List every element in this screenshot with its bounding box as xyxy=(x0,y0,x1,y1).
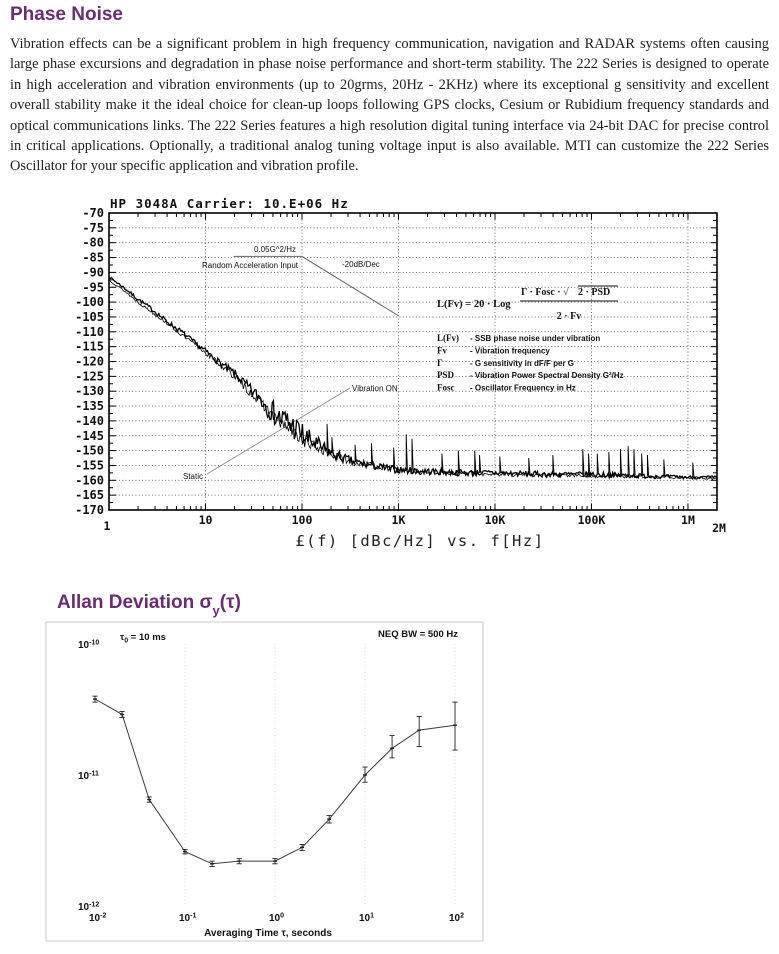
svg-text:-165: -165 xyxy=(75,488,104,503)
allan-heading-subscript: y xyxy=(212,602,220,618)
svg-text:- SSB phase noise under vibrat: - SSB phase noise under vibration xyxy=(470,334,601,343)
allan-chart-border xyxy=(46,622,483,941)
svg-text:2 · Fv: 2 · Fv xyxy=(556,311,582,322)
annotation-leader-line xyxy=(207,388,350,474)
svg-text:-95: -95 xyxy=(82,280,104,295)
svg-text:10-1: $10^{-1}$ xyxy=(179,912,197,924)
phase-noise-title: HP 3048A Carrier: 10.E+06 Hz xyxy=(110,196,349,211)
svg-text:10-10: $10^{-10}$ xyxy=(78,639,100,651)
svg-text:L(Fv): L(Fv) xyxy=(437,333,459,343)
phase-noise-y-labels xyxy=(75,206,104,517)
svg-text:-80: -80 xyxy=(82,235,104,250)
svg-text:Γ · Fosc · √: Γ · Fosc · √ xyxy=(521,287,569,298)
svg-text:- Vibration Power Spectral Den: - Vibration Power Spectral Density G²/Hz xyxy=(470,371,624,381)
phase-noise-body-paragraph: Vibration effects can be a significant problem in high frequency communication, navigation and RADAR systems often causing large phase excursions and degradation in phase noise performance and short-term stability. The 222 Series is designed to operate in high acceleration and vibration environments (up to 20grms, 20Hz - 2KHz) where its exceptional g sensitivity and excellent overall stability make it the ideal choice for clean-up loops following GPS clocks, Cesium or Rubidium frequency standards and optical communications links. The 222 Series features a high resolution digital tuning interface via 24-bit DAC for precise control in critical applications. Optionally, a traditional analog tuning voltage input is also available. MTI can customize the 222 Series Oscillator for your specific application and vibration profile. xyxy=(10,36,769,175)
svg-text:-20dB/Dec: -20dB/Dec xyxy=(342,260,380,269)
allan-deviation-chart xyxy=(46,622,483,941)
svg-text:1K: 1K xyxy=(391,513,406,527)
phase-noise-axis-caption: £(f) [dBc/Hz] vs. f[Hz] xyxy=(295,532,545,550)
svg-text:-75: -75 xyxy=(82,220,104,235)
allan-heading-tail: (τ) xyxy=(219,592,241,613)
svg-text:10-2: $10^{-2}$ xyxy=(89,912,107,924)
svg-text:-85: -85 xyxy=(82,250,104,265)
svg-text:102: $10^2$ xyxy=(449,912,465,924)
allan-x-axis-label: Averaging Time τ, seconds xyxy=(204,928,332,939)
svg-text:100K: 100K xyxy=(577,513,606,527)
svg-text:-100: -100 xyxy=(75,295,104,310)
svg-text:-115: -115 xyxy=(75,339,104,354)
trace-vibration-on xyxy=(109,278,717,479)
svg-text:100: $10^0$ xyxy=(269,912,285,924)
svg-text:Random Acceleration Input: Random Acceleration Input xyxy=(201,261,299,270)
svg-text:-110: -110 xyxy=(75,324,104,339)
svg-text:1: 1 xyxy=(103,519,111,533)
svg-text:-120: -120 xyxy=(75,354,104,369)
trace-static xyxy=(109,280,717,480)
phase-noise-heading: Phase Noise xyxy=(10,4,123,25)
svg-text:10-12: $10^{-12}$ xyxy=(78,901,100,913)
svg-text:-140: -140 xyxy=(75,413,104,428)
svg-text:-70: -70 xyxy=(82,206,104,220)
svg-text:L(Fv) = 20 · Log: L(Fv) = 20 · Log xyxy=(437,299,511,310)
svg-text:-145: -145 xyxy=(75,428,104,443)
svg-text:τ0 = 10 ms: $\tau_0 = 10$ ms xyxy=(120,632,166,645)
svg-text:2 · PSD: 2 · PSD xyxy=(578,287,611,298)
formula-definitions xyxy=(437,333,624,393)
svg-text:-125: -125 xyxy=(75,369,104,384)
allan-heading-main: Allan Deviation σ xyxy=(57,592,213,613)
svg-text:100: 100 xyxy=(291,513,313,527)
svg-text:Fv: Fv xyxy=(437,345,447,356)
svg-text:-105: -105 xyxy=(75,309,104,324)
phase-noise-chart xyxy=(75,196,726,550)
svg-text:Fosc: Fosc xyxy=(437,382,455,393)
neq-bw-label: NEQ BW = 500 Hz xyxy=(378,629,458,640)
svg-text:Static: Static xyxy=(183,472,204,481)
svg-text:1M: 1M xyxy=(681,513,695,527)
svg-text:-130: -130 xyxy=(75,384,104,399)
svg-text:PSD: PSD xyxy=(437,370,455,381)
svg-text:- Vibration frequency: - Vibration frequency xyxy=(470,346,550,356)
svg-text:- Oscillator Frequency in Hz: - Oscillator Frequency in Hz xyxy=(470,383,576,393)
svg-text:- G sensitivity in dF/F per G: - G sensitivity in dF/F per G xyxy=(470,358,575,368)
svg-text:Vibration ON: Vibration ON xyxy=(352,384,398,393)
svg-text:-90: -90 xyxy=(82,265,104,280)
svg-text:10: 10 xyxy=(198,513,213,527)
svg-text:-155: -155 xyxy=(75,458,104,473)
svg-text:10-11: $10^{-11}$ xyxy=(78,770,99,782)
svg-text:0.05G^2/Hz: 0.05G^2/Hz xyxy=(254,245,296,254)
svg-text:-150: -150 xyxy=(75,443,104,458)
svg-text:-170: -170 xyxy=(75,503,104,517)
svg-text:101: $10^1$ xyxy=(359,912,375,924)
svg-text:-160: -160 xyxy=(75,473,104,488)
svg-text:2M: 2M xyxy=(712,521,726,535)
svg-text:-135: -135 xyxy=(75,399,104,414)
svg-text:10K: 10K xyxy=(484,513,506,527)
svg-text:Γ: Γ xyxy=(437,357,443,368)
